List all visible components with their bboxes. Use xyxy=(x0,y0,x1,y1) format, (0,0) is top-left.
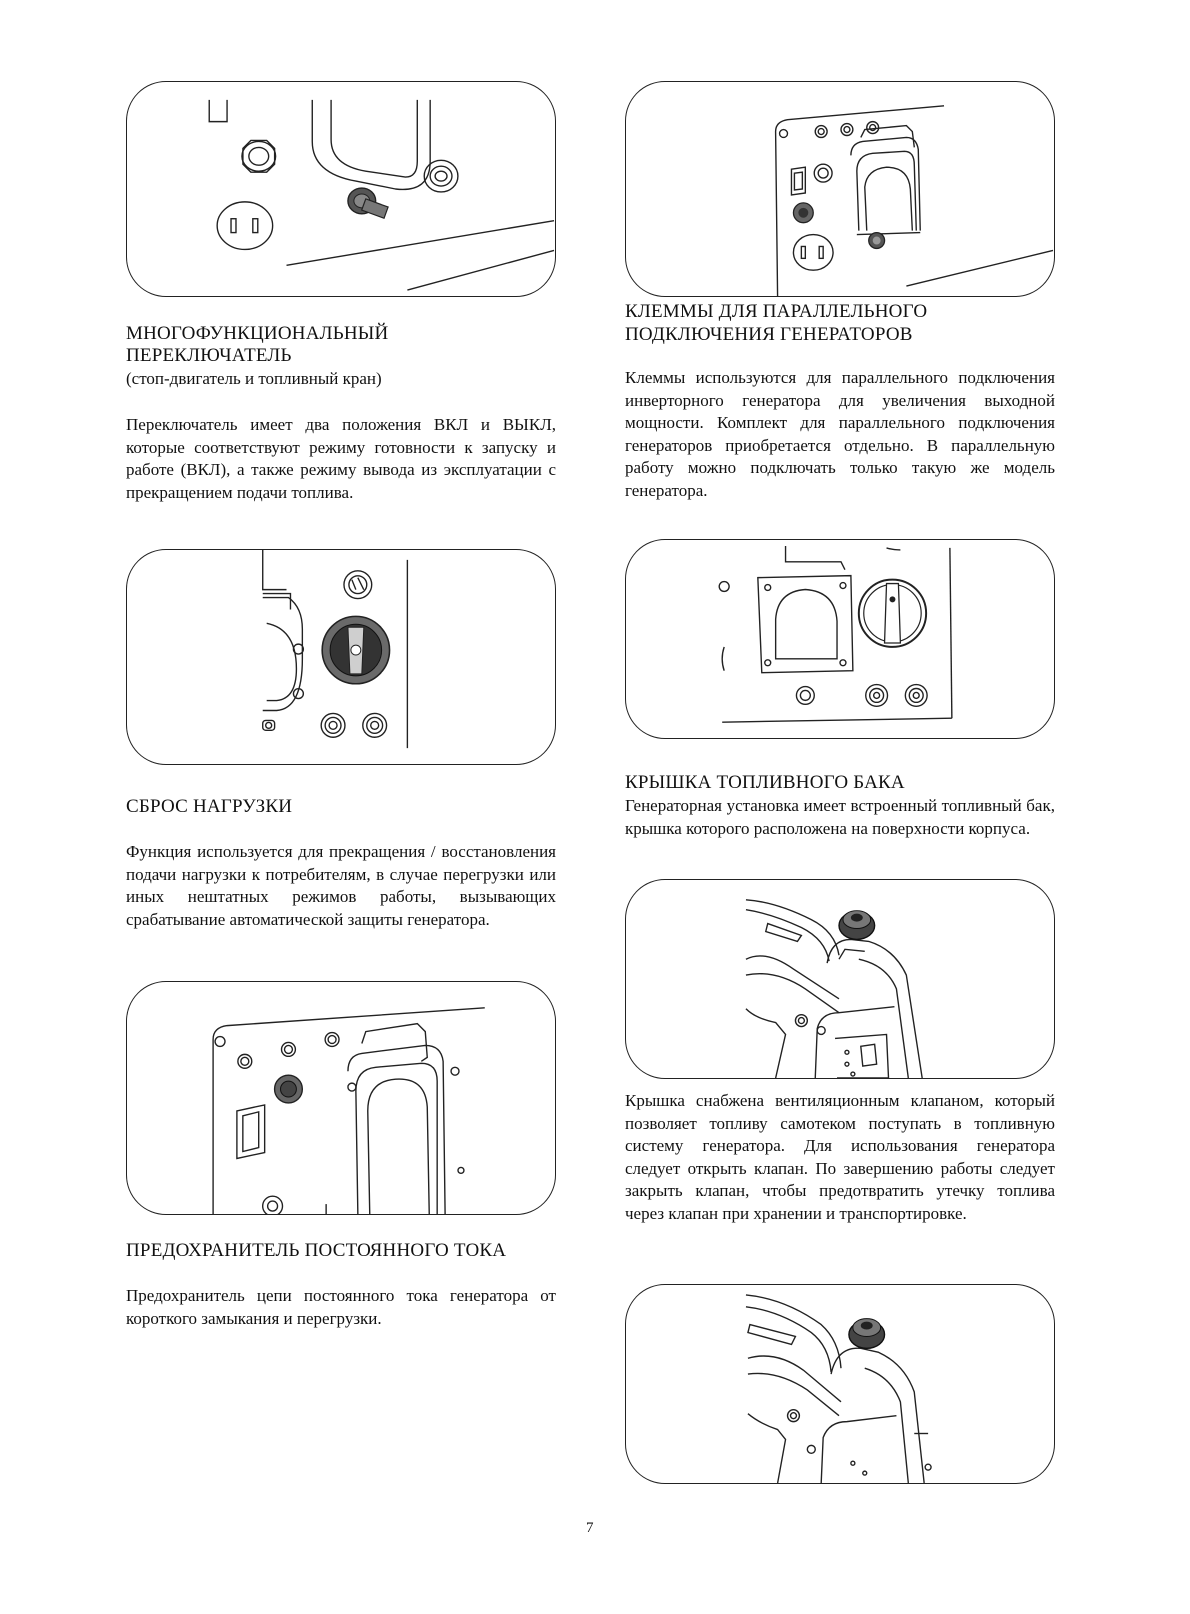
panel-illustration xyxy=(127,82,555,296)
figure-panel-parallel-terminals xyxy=(625,81,1055,297)
section-paragraph-load-reset: Функция используется для прекращения / восстановления подачи нагрузки к потребителям, в случае перегрузки или иных нештатных режимов работы, вызывающих срабатывание автоматической защиты генератора. xyxy=(126,842,556,929)
page-number: 7 xyxy=(586,1520,594,1536)
generator-illustration-2 xyxy=(626,1285,1054,1483)
section-title-fuel-cap: КРЫШКА ТОПЛИВНОГО БАКА xyxy=(625,772,905,793)
generator-illustration-1 xyxy=(626,880,1054,1078)
section-title-load-reset: СБРОС НАГРУЗКИ xyxy=(126,796,293,817)
switch-illustration xyxy=(127,550,555,764)
section-title-dc-fuse: ПРЕДОХРАНИТЕЛЬ ПОСТОЯННОГО ТОКА xyxy=(126,1240,507,1261)
section-paragraph-dc-fuse: Предохранитель цепи постоянного тока генератора от короткого замыкания и перегрузки. xyxy=(126,1286,556,1328)
figure-panel-front-knob xyxy=(625,539,1055,739)
section-subtitle: (стоп-двигатель и топливный кран) xyxy=(126,369,382,388)
figure-panel-dc-fuse xyxy=(126,981,556,1215)
section-paragraph-fuel-cap: Генераторная установка имеет встроенный топливный бак, крышка которого расположена на поверхности корпуса. xyxy=(625,796,1055,838)
figure-generator-fuel-cap xyxy=(625,879,1055,1079)
section-title-line2-right: ПОДКЛЮЧЕНИЯ ГЕНЕРАТОРОВ xyxy=(625,324,913,345)
section-paragraph-vent-valve: Крышка снабжена вентиляционным клапаном, который позволяет топливу самотеком поступать в топливную систему генератора. Для использования генератора следует открыть клапан. По завершению работы следует закрыть клапан, чтобы предотвратить утечку топлива через клапан при хранении и транспортировке. xyxy=(625,1091,1055,1223)
front-knob-illustration xyxy=(626,540,1054,738)
figure-panel-terminals-left xyxy=(126,81,556,297)
section-title-line1: МНОГОФУНКЦИОНАЛЬНЫЙ xyxy=(126,323,389,344)
section-paragraph-parallel: Клеммы используются для параллельного подключения инверторного генератора для увеличения выходной мощности. Комплект для параллельного подключения генераторов приобретается отдельно. В параллельную работу можно подключать только такую же модель генератора. xyxy=(625,368,1055,500)
section-paragraph-switch: Переключатель имеет два положения ВКЛ и ВЫКЛ, которые соответствуют режиму готовности к запуску и работе (ВКЛ), а также режиму вывода из эксплуатации с прекращением подачи топлива. xyxy=(126,415,556,502)
section-title-line2: ПЕРЕКЛЮЧАТЕЛЬ xyxy=(126,345,292,366)
figure-panel-switch xyxy=(126,549,556,765)
section-title-line1-right: КЛЕММЫ ДЛЯ ПАРАЛЛЕЛЬНОГО xyxy=(625,301,928,322)
figure-generator-fuel-cap-2 xyxy=(625,1284,1055,1484)
dc-fuse-illustration xyxy=(127,982,555,1214)
parallel-terminals-illustration xyxy=(626,82,1054,296)
